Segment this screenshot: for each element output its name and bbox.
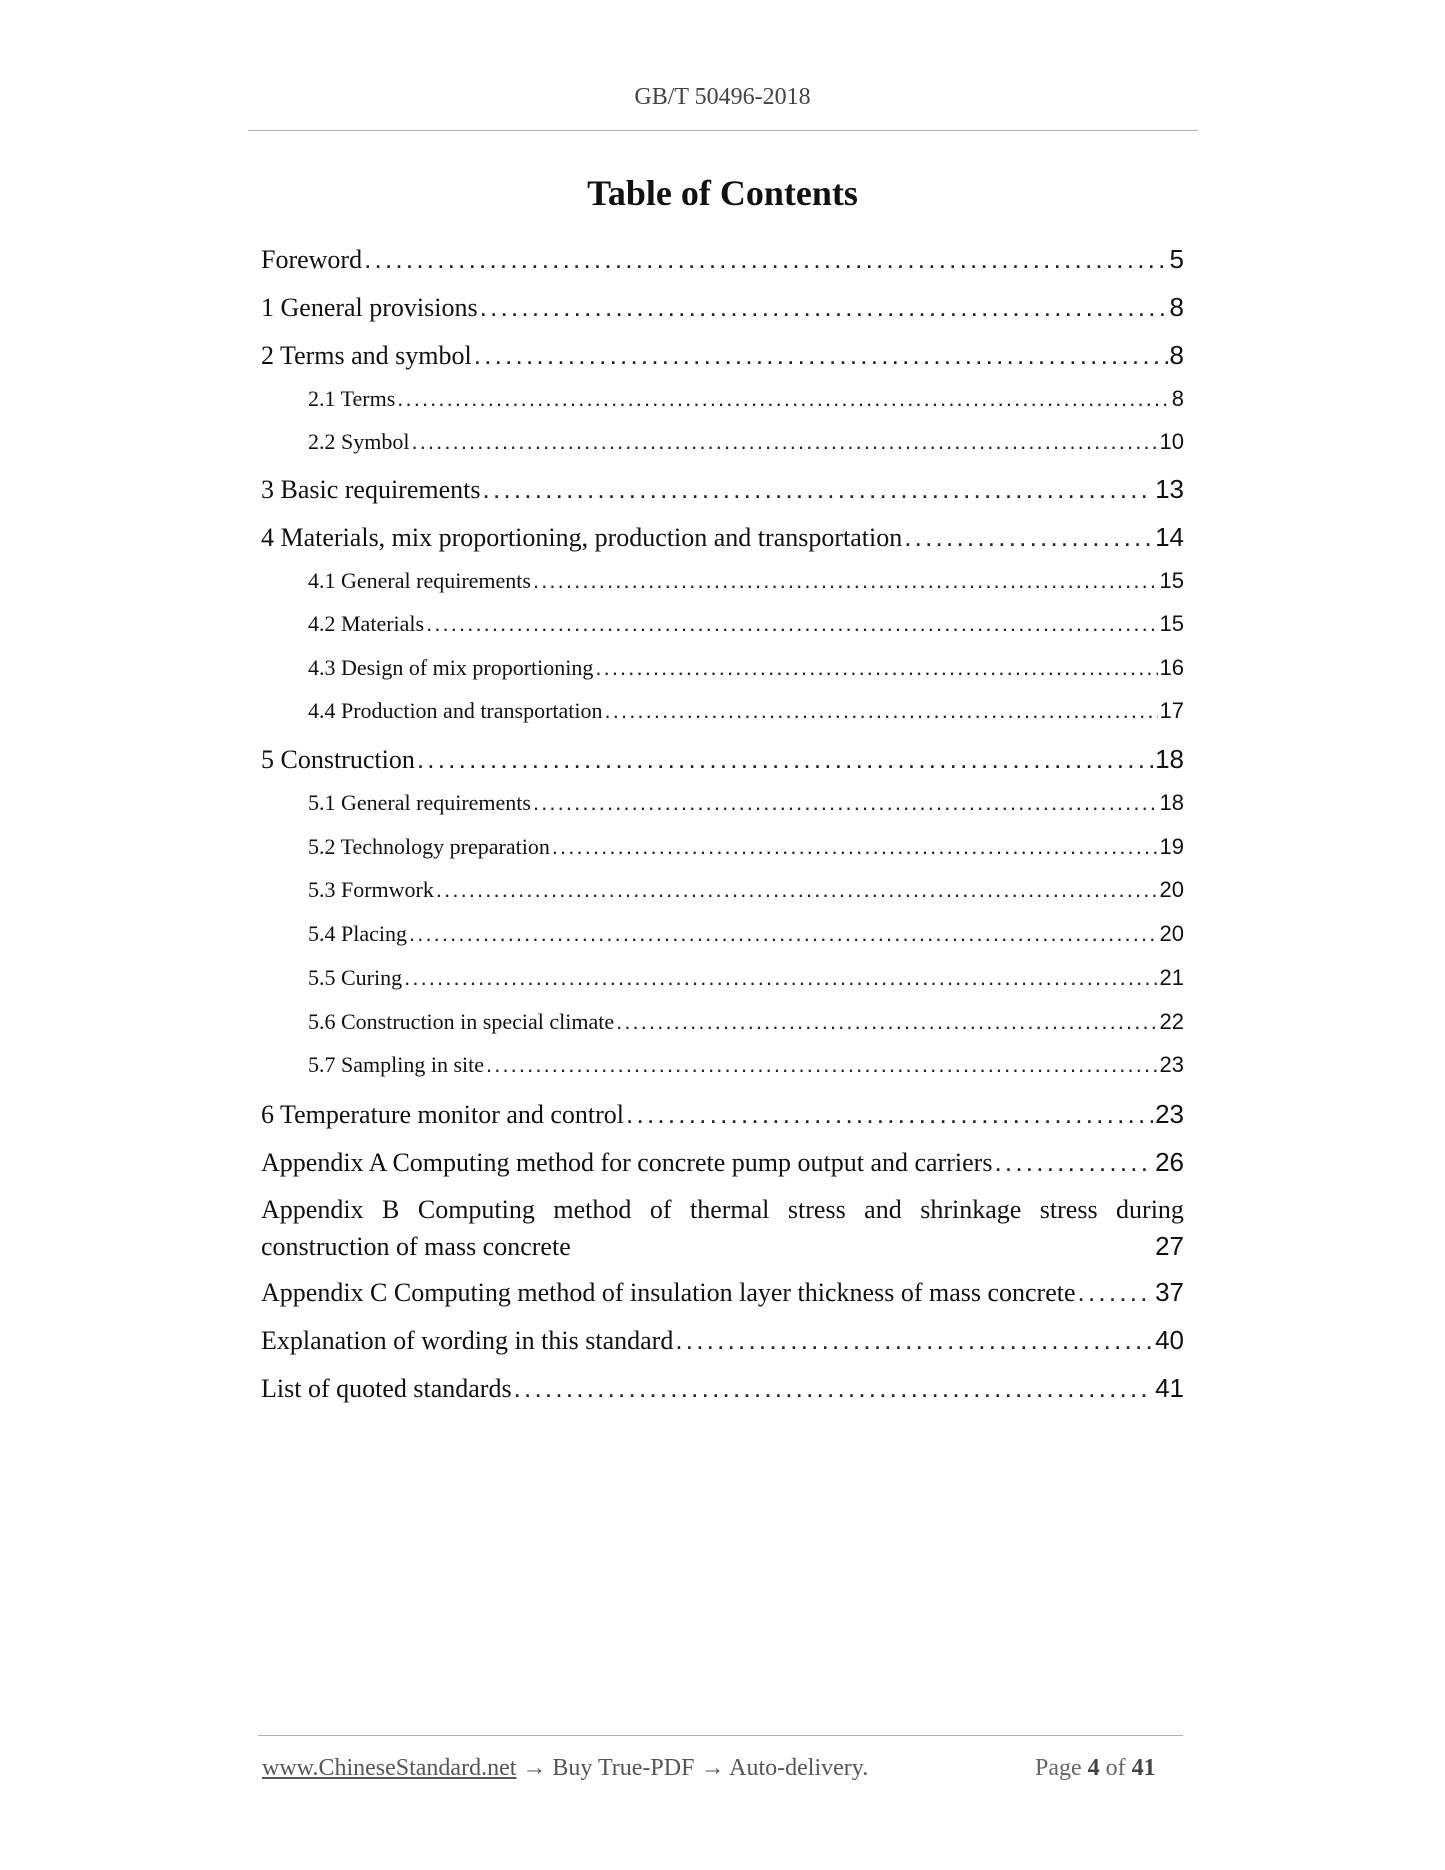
toc-entry-title: 5.4 Placing — [308, 921, 407, 946]
toc-entry-foreword[interactable] — [261, 244, 1184, 275]
toc-dot-leader — [675, 1325, 1153, 1356]
toc-entry-page: 22 — [1159, 1009, 1184, 1034]
toc-entry-title: construction of mass concrete — [261, 1232, 571, 1261]
toc-entry-title: Appendix C Computing method of insulation layer thickness of mass concrete — [261, 1278, 1076, 1307]
toc-entry-page: 40 — [1155, 1325, 1184, 1355]
toc-dot-leader — [483, 474, 1154, 505]
toc-entry-3[interactable] — [261, 474, 1184, 505]
toc-entry-title: 5 Construction — [261, 745, 415, 774]
toc-entry-page: 20 — [1159, 921, 1184, 946]
toc-entry-5-7[interactable] — [308, 1052, 1184, 1078]
footer-promo — [262, 1755, 868, 1782]
toc-entry-title: 2 Terms and symbol — [261, 341, 472, 370]
toc-entry-page: 41 — [1155, 1373, 1184, 1403]
toc-entry-title: 4 Materials, mix proportioning, production and transportation — [261, 523, 903, 552]
toc-entry-5-2[interactable] — [308, 834, 1184, 860]
toc-entry-page: 27 — [1155, 1231, 1184, 1261]
header-divider — [248, 130, 1198, 131]
toc-entry-4-4[interactable] — [308, 698, 1184, 724]
toc-entry-page: 13 — [1155, 474, 1184, 504]
toc-entry-quoted-standards[interactable] — [261, 1373, 1184, 1404]
toc-entry-page: 17 — [1159, 698, 1184, 723]
toc-dot-leader — [426, 611, 1157, 637]
page-title: Table of Contents — [587, 173, 858, 213]
toc-entry-title: 5.5 Curing — [308, 965, 403, 990]
toc-entry-title: 6 Temperature monitor and control — [261, 1100, 625, 1129]
toc-entry-2[interactable] — [261, 340, 1184, 371]
toc-entry-5-3[interactable] — [308, 877, 1184, 903]
toc-entry-title: 2.2 Symbol — [308, 429, 410, 454]
toc-entry-word: during — [1116, 1195, 1184, 1224]
toc-dot-leader — [404, 965, 1157, 991]
toc-entry-page: 20 — [1159, 877, 1184, 902]
toc-entry-page: 37 — [1155, 1277, 1184, 1307]
page-total: 41 — [1131, 1755, 1156, 1781]
arrow-right-icon: → — [522, 1755, 547, 1781]
toc-dot-leader — [533, 790, 1158, 816]
toc-entry-title: Explanation of wording in this standard — [261, 1326, 674, 1355]
toc-entry-title: 4.3 Design of mix proportioning — [308, 655, 594, 680]
site-link[interactable]: www.ChineseStandard.net — [262, 1755, 517, 1781]
toc-dot-leader — [411, 429, 1157, 455]
toc-entry-6[interactable] — [261, 1099, 1184, 1130]
toc-entry-title: 5.1 General requirements — [308, 790, 531, 815]
toc-entry-title: Appendix A Computing method for concrete pump output and carriers — [261, 1148, 993, 1177]
toc-dot-leader — [514, 1373, 1154, 1404]
toc-entry-title: 2.1 Terms — [308, 386, 396, 411]
toc-entry-explanation[interactable] — [261, 1325, 1184, 1356]
toc-entry-word: Computing — [417, 1195, 535, 1224]
toc-dot-leader — [397, 386, 1169, 412]
toc-entry-page: 23 — [1159, 1052, 1184, 1077]
toc-entry-appendix-b[interactable] — [261, 1195, 1184, 1262]
page-current: 4 — [1087, 1755, 1100, 1781]
toc-entry-appendix-c[interactable] — [261, 1277, 1184, 1308]
toc-entry-word: of — [649, 1195, 672, 1224]
toc-entry-4[interactable] — [261, 522, 1184, 553]
footer-divider — [258, 1735, 1183, 1736]
toc-entry-page: 21 — [1159, 965, 1184, 990]
buy-true-pdf-text: Buy True-PDF — [552, 1755, 695, 1781]
toc-dot-leader — [1078, 1277, 1154, 1308]
toc-entry-word: stress — [1039, 1195, 1098, 1224]
toc-entry-page: 18 — [1155, 744, 1184, 774]
toc-dot-leader — [994, 1147, 1153, 1178]
toc-entry-4-2[interactable] — [308, 611, 1184, 637]
toc-dot-leader — [605, 698, 1158, 724]
arrow-right-icon: → — [700, 1755, 725, 1781]
toc-entry-word: Appendix — [261, 1195, 364, 1224]
toc-entry-title: 3 Basic requirements — [261, 475, 481, 504]
of-label: of — [1105, 1755, 1126, 1781]
toc-entry-word: method — [553, 1195, 632, 1224]
toc-entry-word: thermal — [690, 1195, 770, 1224]
toc-entry-word: stress — [787, 1195, 846, 1224]
toc-dot-leader — [364, 244, 1167, 275]
toc-entry-title: 5.7 Sampling in site — [308, 1052, 484, 1077]
toc-entry-page: 8 — [1169, 292, 1184, 322]
toc-dot-leader — [474, 340, 1168, 371]
toc-entry-page: 5 — [1169, 244, 1184, 274]
toc-entry-page: 8 — [1171, 386, 1184, 411]
toc-entry-page: 16 — [1159, 655, 1184, 680]
running-header: GB/T 50496-2018 — [634, 84, 811, 110]
toc-dot-leader — [552, 834, 1158, 860]
toc-entry-title: List of quoted standards — [261, 1374, 512, 1403]
page-label: Page — [1035, 1755, 1082, 1781]
toc-entry-title: 5.3 Formwork — [308, 877, 434, 902]
toc-entry-page: 26 — [1155, 1147, 1184, 1177]
toc-entry-5-5[interactable] — [308, 965, 1184, 991]
toc-dot-leader — [533, 568, 1158, 594]
page-indicator — [1035, 1755, 1156, 1782]
toc-entry-word: and — [864, 1195, 902, 1224]
toc-dot-leader — [417, 744, 1153, 775]
toc-dot-leader — [486, 1052, 1158, 1078]
toc-entry-word: shrinkage — [920, 1195, 1022, 1224]
toc-dot-leader — [436, 877, 1158, 903]
toc-entry-2-1[interactable] — [308, 386, 1184, 412]
toc-dot-leader — [480, 292, 1168, 323]
toc-dot-leader — [626, 1099, 1153, 1130]
toc-entry-page: 15 — [1159, 568, 1184, 593]
toc-entry-2-2[interactable] — [308, 429, 1184, 455]
toc-dot-leader — [595, 655, 1157, 681]
toc-dot-leader — [904, 522, 1153, 553]
toc-entry-page: 8 — [1169, 340, 1184, 370]
toc-entry-5[interactable] — [261, 744, 1184, 775]
toc-entry-title: 5.6 Construction in special climate — [308, 1009, 615, 1034]
toc-entry-5-1[interactable] — [308, 790, 1184, 816]
toc-entry-title: 1 General provisions — [261, 293, 478, 322]
toc-entry-4-1[interactable] — [308, 568, 1184, 594]
toc-entry-title: 4.1 General requirements — [308, 568, 531, 593]
toc-dot-leader — [616, 1009, 1157, 1035]
toc-entry-page: 15 — [1159, 611, 1184, 636]
toc-entry-title: 5.2 Technology preparation — [308, 834, 550, 859]
auto-delivery-text: Auto-delivery. — [729, 1755, 869, 1781]
toc-entry-page: 23 — [1155, 1099, 1184, 1129]
toc-entry-title: Foreword — [261, 245, 363, 274]
toc-entry-1[interactable] — [261, 292, 1184, 323]
toc-entry-appendix-a[interactable] — [261, 1147, 1184, 1178]
toc-entry-title: 4.4 Production and transportation — [308, 698, 603, 723]
toc-entry-page: 10 — [1159, 429, 1184, 454]
toc-entry-word: B — [382, 1195, 400, 1224]
toc-entry-page: 14 — [1155, 522, 1184, 552]
toc-entry-4-3[interactable] — [308, 655, 1184, 681]
toc-entry-page: 19 — [1159, 834, 1184, 859]
toc-entry-title-line1 — [261, 1195, 1184, 1225]
toc-entry-title-line2 — [261, 1231, 1184, 1262]
toc-entry-5-6[interactable] — [308, 1009, 1184, 1035]
toc-entry-5-4[interactable] — [308, 921, 1184, 947]
toc-entry-title: 4.2 Materials — [308, 611, 425, 636]
toc-entry-page: 18 — [1159, 790, 1184, 815]
toc-dot-leader — [409, 921, 1158, 947]
